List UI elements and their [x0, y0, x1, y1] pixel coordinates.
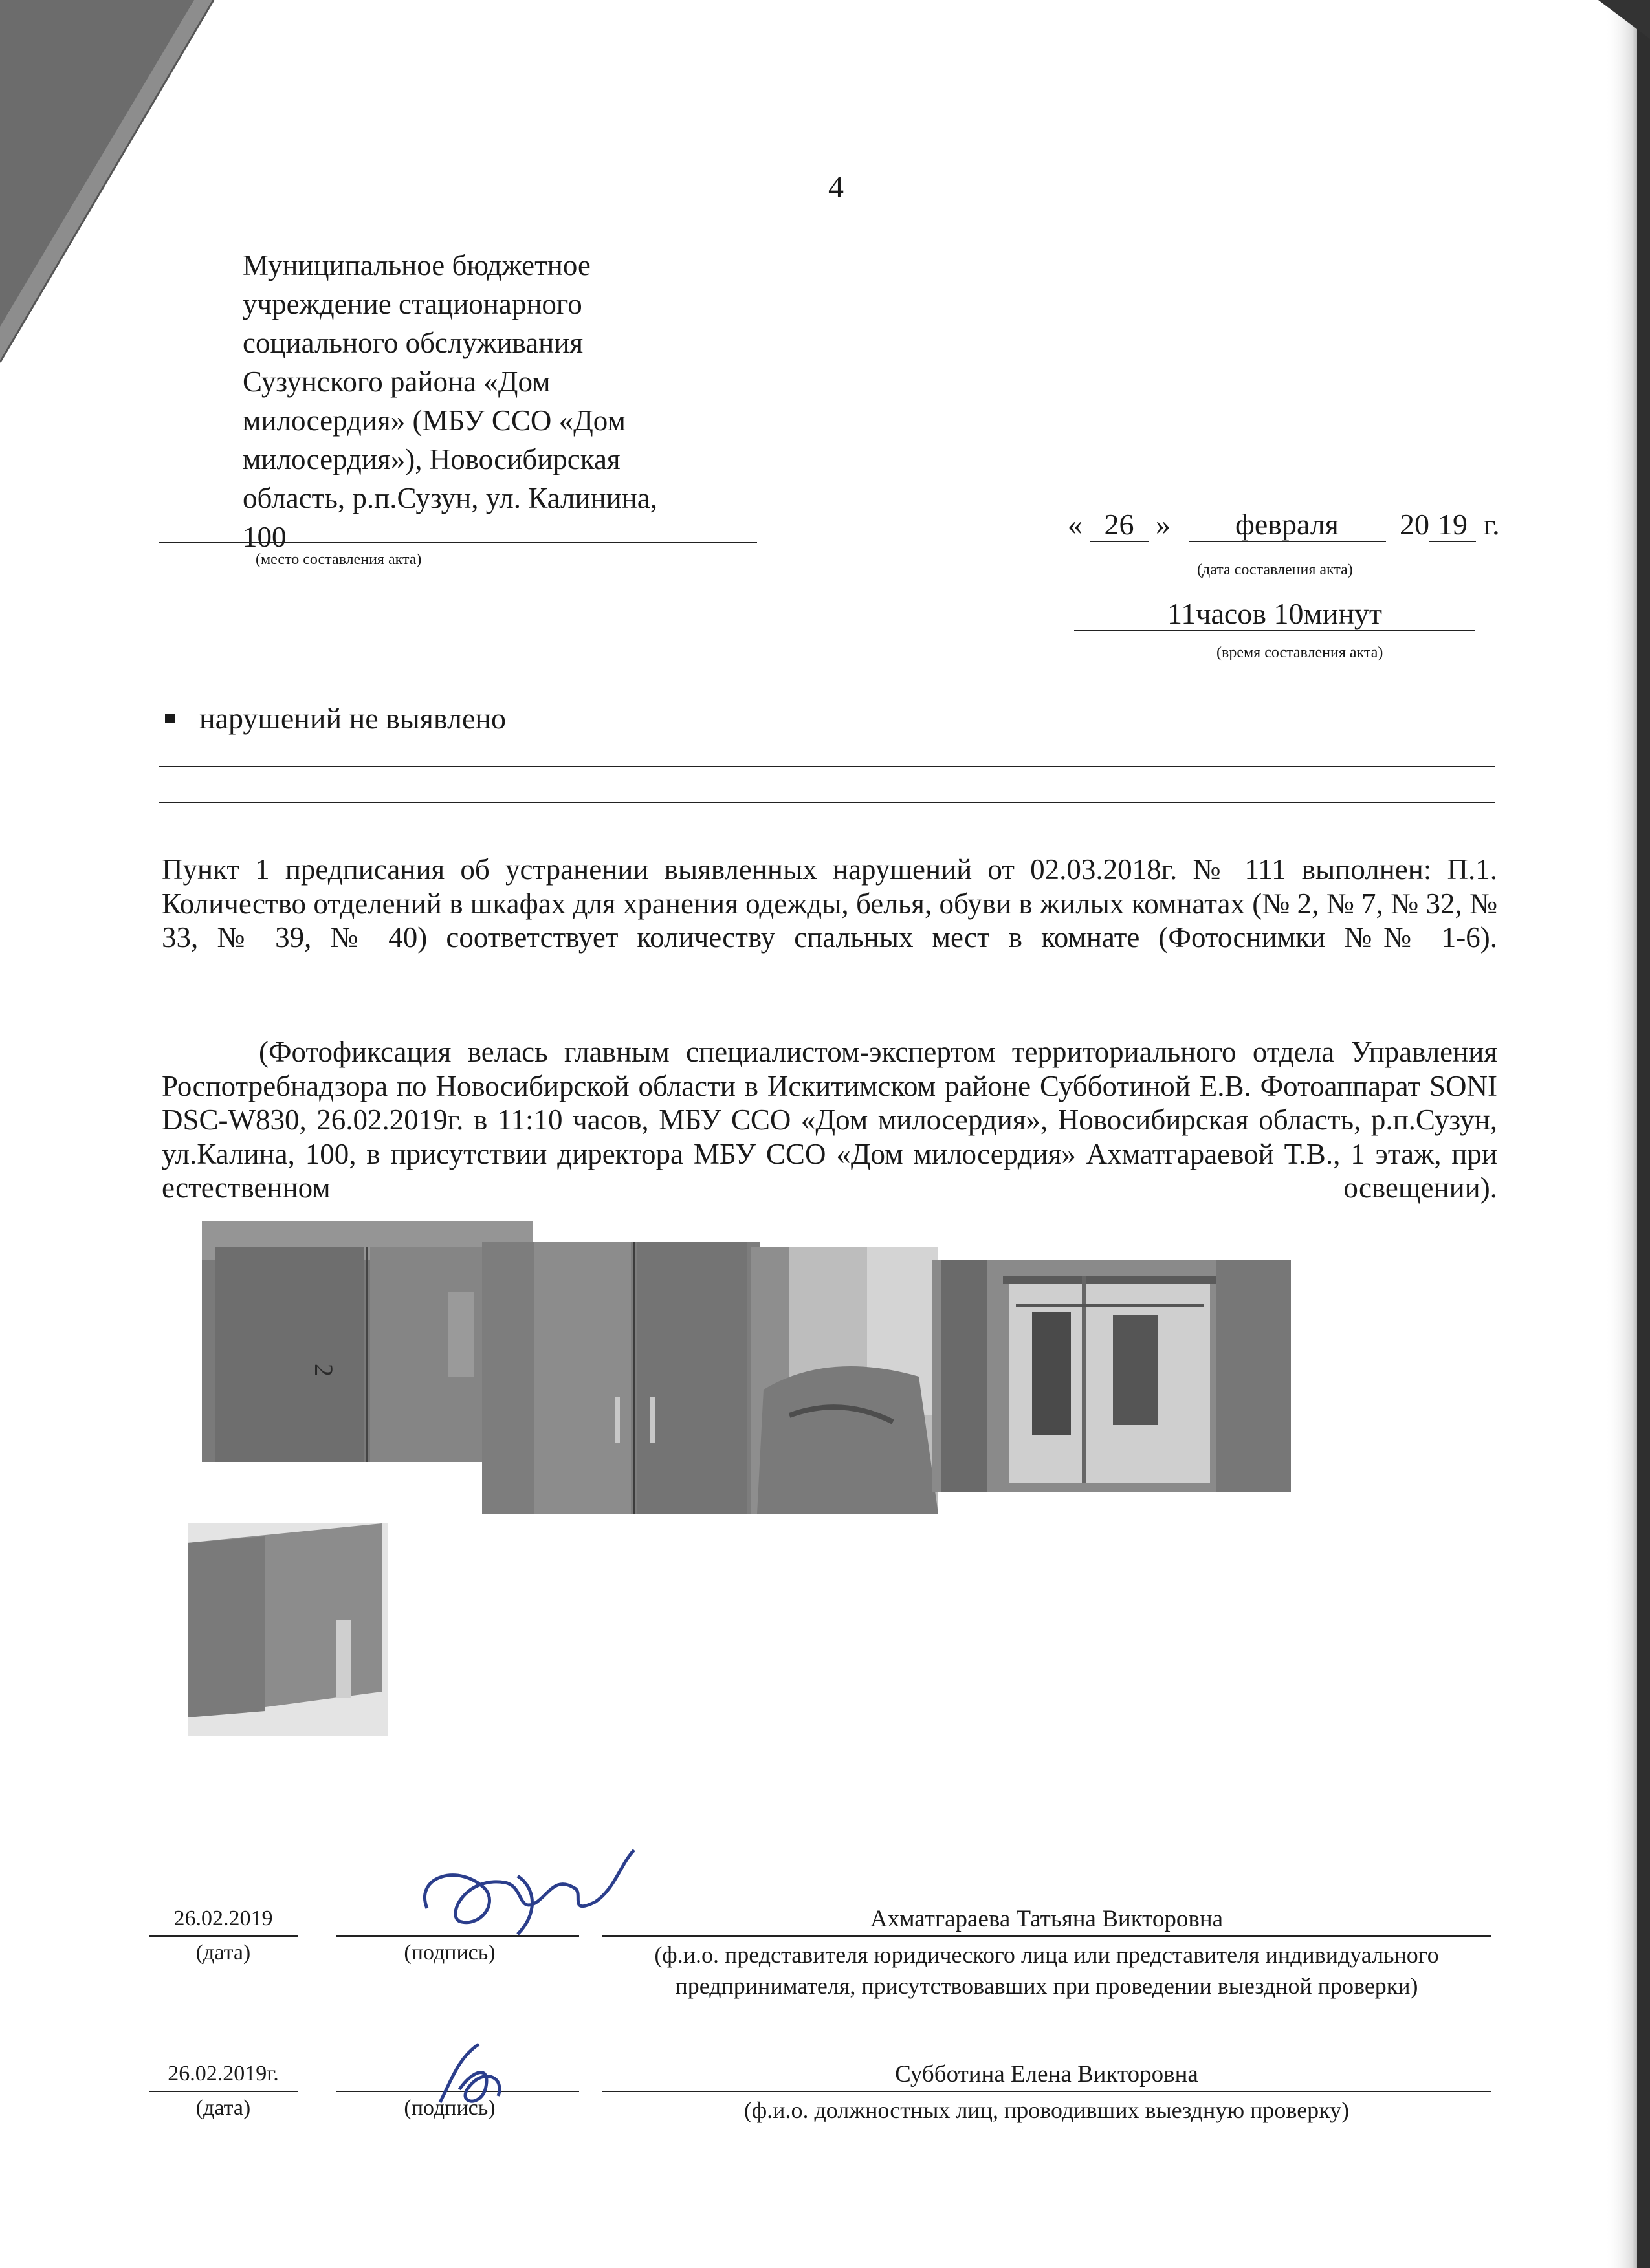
paragraph-prescription: Пункт 1 предписания об устранении выявленных нарушений от 02.03.2018г. № 111 выполнен: П.1. Количество отделений в шкафах для хранения одежды, белья, обуви в жилых комнатах (№ 2, № 7, № 32, № 33, № 39, № 40) соответствует количеству спальных мест в комнате (Фотоснимки №№ 1-6). — [162, 853, 1497, 954]
findings-line — [159, 766, 1495, 767]
date-year-unit: г. — [1483, 508, 1500, 541]
date-year-prefix: 20 — [1400, 508, 1429, 541]
date-close-quote: » — [1156, 508, 1171, 541]
act-time — [1074, 596, 1475, 631]
date-caption: (дата) — [195, 2096, 251, 2120]
open-wardrobe-clothes-image — [932, 1260, 1291, 1492]
organization-line: Сузунского района «Дом — [243, 365, 551, 398]
inspector-name: Субботина Елена Викторовна — [895, 2061, 1198, 2088]
bullet-square-icon — [165, 714, 175, 723]
paragraph-photo-note: (Фотофиксация велась главным специалистом-экспертом территориального отдела Управления Роспотребнадзора по Новосибирской области в Искитимском районе Субботиной Е.В. Фотоаппарат SONI DSC-W830, 26.02.2019г. в 11:10 часов, МБУ ССО «Дом милосердия», Новосибирская область, р.п.Сузун, ул.Калина, 100, в присутствии директора МБУ ССО «Дом милосердия» Ахматгараевой Т.В., 1 этаж, при естественном освещении). — [162, 1036, 1497, 1204]
photo-door-number: 2 — [309, 1364, 338, 1377]
name-caption — [602, 1939, 1491, 2001]
date-day: 26 — [1090, 508, 1149, 542]
signature-date: 26.02.2019 — [173, 1906, 273, 1930]
organization-line: учреждение стационарного — [243, 288, 582, 320]
date-underline — [149, 1935, 298, 1937]
signature-caption: (подпись) — [404, 1941, 496, 1965]
date-month: февраля — [1189, 508, 1386, 542]
organization-line: 100 — [243, 521, 287, 553]
name-caption-line: предпринимателя, присутствовавших при проведении выездной проверки) — [675, 1973, 1418, 1999]
place-caption: (место составления акта) — [256, 551, 422, 568]
photo-wardrobe-2 — [482, 1242, 760, 1514]
place-underline — [159, 542, 757, 543]
photo-wardrobe-corner — [188, 1523, 388, 1736]
wardrobe-handles-image — [482, 1242, 760, 1514]
wardrobe-corner-image — [188, 1523, 388, 1736]
name-caption — [602, 2095, 1491, 2126]
time-caption: (время составления акта) — [1216, 644, 1383, 661]
findings-bullet — [165, 701, 506, 736]
act-date — [1068, 507, 1500, 542]
name-underline — [602, 2091, 1491, 2092]
findings-text: нарушений не выявлено — [199, 702, 507, 735]
photo-open-wardrobe — [932, 1260, 1291, 1492]
date-underline — [149, 2091, 298, 2092]
name-caption-line: (ф.и.о. представителя юридического лица или представителя индивидуального — [654, 1942, 1439, 1968]
bed-blanket-image — [751, 1247, 938, 1514]
signature-date: 26.02.2019г. — [168, 2062, 279, 2086]
name-underline — [602, 1935, 1491, 1937]
organization-address — [243, 246, 747, 556]
date-caption: (дата составления акта) — [1197, 562, 1353, 578]
time-value: 11часов 10минут — [1074, 598, 1475, 631]
organization-line: милосердия» (МБУ ССО «Дом — [243, 404, 626, 437]
signature-caption: (подпись) — [404, 2096, 496, 2120]
organization-line: Муниципальное бюджетное — [243, 249, 591, 281]
name-caption-line: (ф.и.о. должностных лиц, проводивших выездную проверку) — [743, 2097, 1350, 2123]
date-caption: (дата) — [195, 1941, 251, 1965]
representative-name: Ахматгараева Татьяна Викторовна — [870, 1906, 1224, 1932]
photo-bed — [751, 1247, 938, 1514]
organization-line: область, р.п.Сузун, ул. Калинина, — [243, 482, 658, 514]
date-year-suffix: 19 — [1429, 508, 1476, 542]
organization-line: социального обслуживания — [243, 327, 584, 359]
date-open-quote: « — [1068, 508, 1083, 541]
page-number: 4 — [828, 170, 844, 204]
findings-line — [159, 802, 1495, 803]
organization-line: милосердия»), Новосибирская — [243, 443, 621, 475]
